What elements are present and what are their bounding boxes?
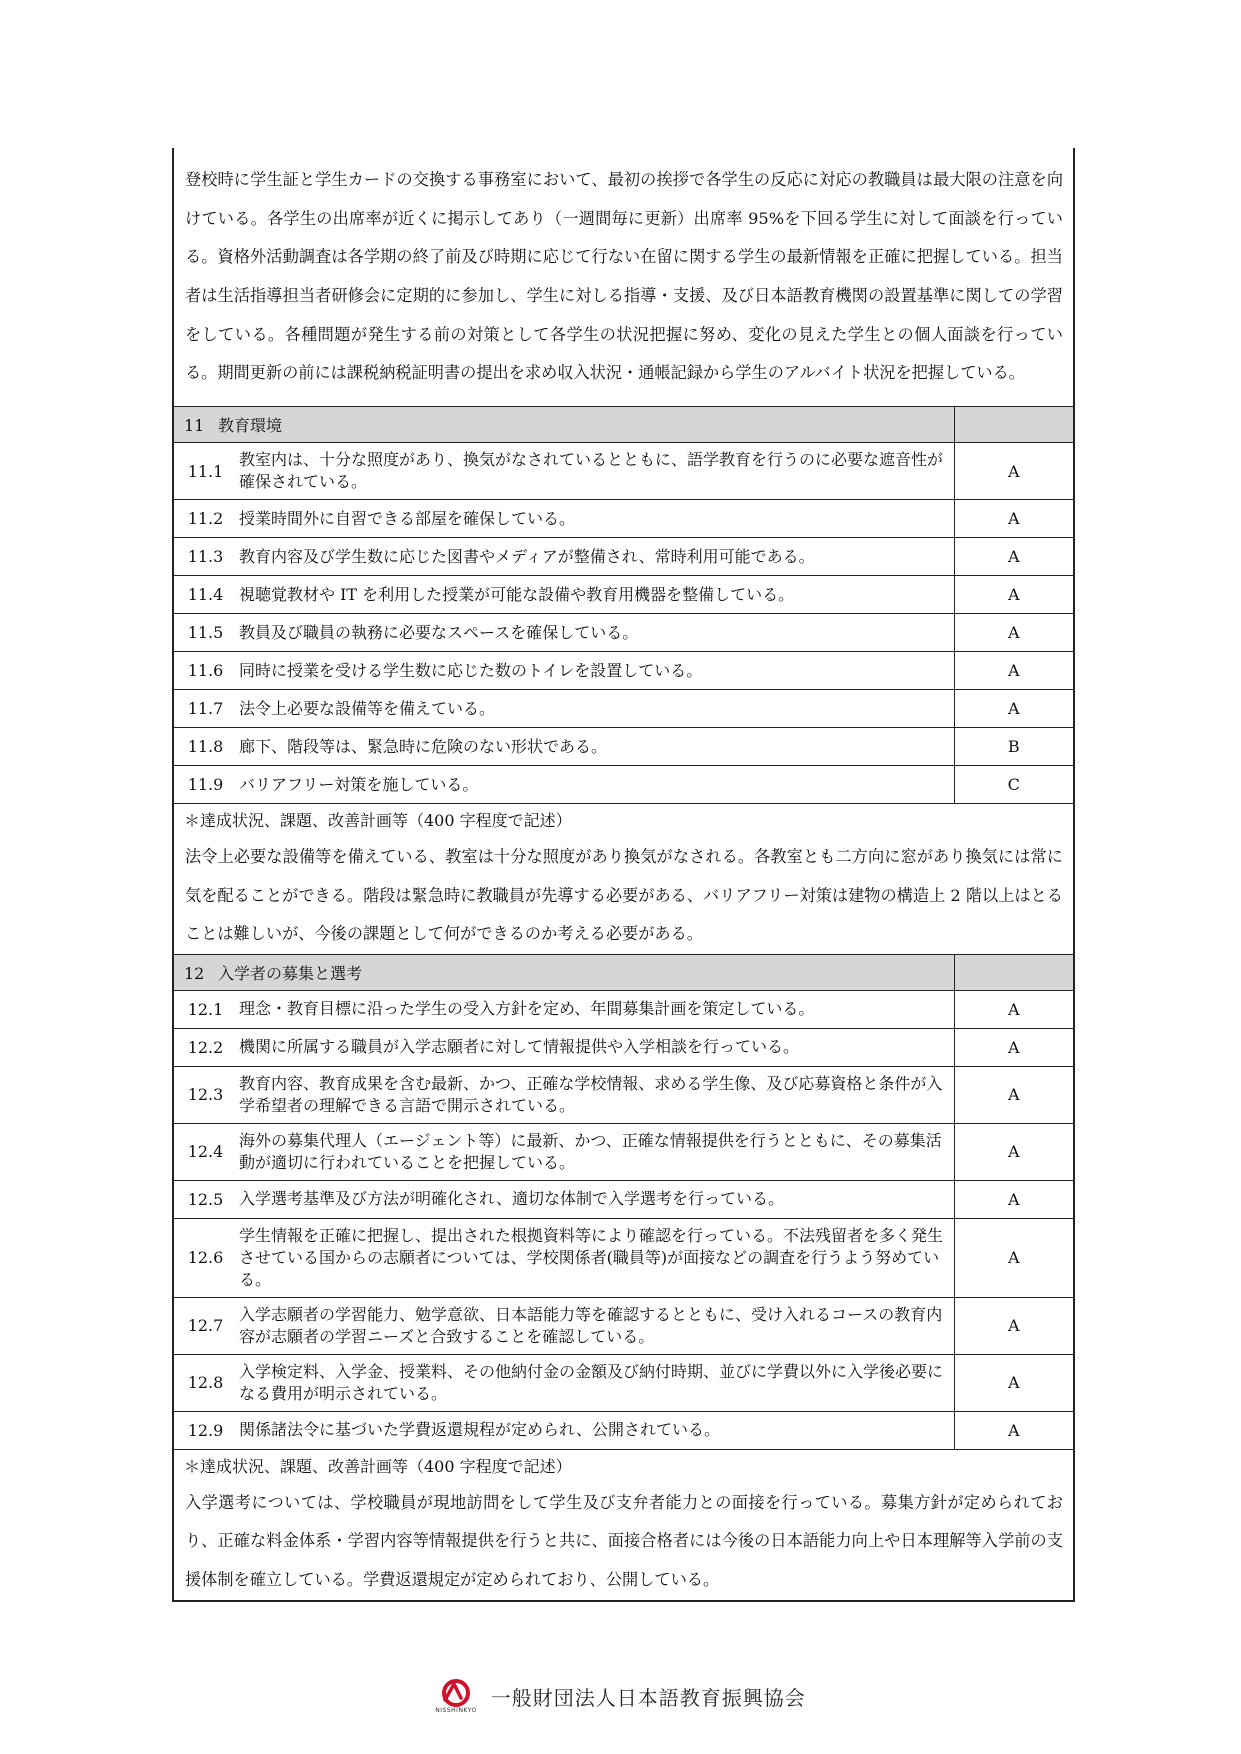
logo-text: NISSHINKYO <box>435 1707 477 1714</box>
item-text: 教育内容及び学生数に応じた図書やメディアが整備され、常時利用可能である。 <box>237 538 954 576</box>
item-text: 法令上必要な設備等を備えている。 <box>237 690 954 728</box>
item-grade: A <box>954 690 1074 728</box>
item-row <box>173 766 1074 804</box>
item-number: 11.9 <box>173 766 237 804</box>
item-text: 廊下、階段等は、緊急時に危険のない形状である。 <box>237 728 954 766</box>
item-row <box>173 1218 1074 1297</box>
item-text: 学生情報を正確に把握し、提出された根拠資料等により確認を行っている。不法残留者を多く発生させている国からの志願者については、学校関係者(職員等)が面接などの調査を行うよう努めている。 <box>237 1218 954 1297</box>
item-text: 理念・教育目標に沿った学生の受入方針を定め、年間募集計画を策定している。 <box>237 990 954 1028</box>
item-row <box>173 990 1074 1028</box>
footer <box>0 1678 1241 1714</box>
item-grade: A <box>954 614 1074 652</box>
item-number: 11.4 <box>173 576 237 614</box>
item-text: 教育内容、教育成果を含む最新、かつ、正確な学校情報、求める学生像、及び応募資格と条件が入学希望者の理解できる言語で開示されている。 <box>237 1066 954 1123</box>
evaluation-table <box>172 148 1075 1602</box>
item-text: バリアフリー対策を施している。 <box>237 766 954 804</box>
item-text: 教員及び職員の執務に必要なスペースを確保している。 <box>237 614 954 652</box>
item-row <box>173 1411 1074 1449</box>
section-12-title <box>173 954 954 990</box>
item-grade: A <box>954 500 1074 538</box>
item-text: 関係諸法令に基づいた学費返還規程が定められ、公開されている。 <box>237 1411 954 1449</box>
section-name: 教育環境 <box>218 416 283 435</box>
item-row <box>173 1297 1074 1354</box>
item-grade: A <box>954 538 1074 576</box>
item-number: 12.5 <box>173 1180 237 1218</box>
item-grade: A <box>954 1354 1074 1411</box>
item-text: 入学選考基準及び方法が明確化され、適切な体制で入学選考を行っている。 <box>237 1180 954 1218</box>
section-12-note-body: 入学選考については、学校職員が現地訪問をして学生及び支弁者能力との面接を行っている。募集方針が定められており、正確な料金体系・学習内容等情報提供を行うと共に、面接合格者には今後の日本語能力向上や日本理解等入学前の支援体制を確立している。学費返還規定が定められており、公開している。 <box>173 1484 1074 1601</box>
item-row <box>173 1123 1074 1180</box>
item-grade: A <box>954 1297 1074 1354</box>
item-row <box>173 690 1074 728</box>
section-12-note-heading: ＊達成状況、課題、改善計画等（400 字程度で記述） <box>173 1449 1074 1484</box>
item-number: 12.8 <box>173 1354 237 1411</box>
item-text: 機関に所属する職員が入学志願者に対して情報提供や入学相談を行っている。 <box>237 1028 954 1066</box>
item-row <box>173 652 1074 690</box>
item-row <box>173 1354 1074 1411</box>
section-11-note-body: 法令上必要な設備等を備えている、教室は十分な照度があり換気がなされる。各教室とも二方向に窓があり換気には常に気を配ることができる。階段は緊急時に教職員が先導する必要がある、バリアフリー対策は建物の構造上 2 階以上はとることは難しいが、今後の課題として何ができるのか考える必要がある。 <box>173 838 1074 954</box>
item-number: 11.1 <box>173 443 237 500</box>
item-row <box>173 1066 1074 1123</box>
item-number: 12.9 <box>173 1411 237 1449</box>
item-number: 11.8 <box>173 728 237 766</box>
item-number: 11.6 <box>173 652 237 690</box>
item-grade: A <box>954 1218 1074 1297</box>
item-row <box>173 1180 1074 1218</box>
item-number: 12.1 <box>173 990 237 1028</box>
section-name: 入学者の募集と選考 <box>218 963 363 983</box>
section-11-title <box>173 407 954 443</box>
item-text: 教室内は、十分な照度があり、換気がなされているとともに、語学教育を行うのに必要な遮音性が確保されている。 <box>237 443 954 500</box>
item-grade: A <box>954 1123 1074 1180</box>
item-text: 視聴覚教材や IT を利用した授業が可能な設備や教育用機器を整備している。 <box>237 576 954 614</box>
org-logo <box>435 1678 476 1714</box>
item-number: 12.2 <box>173 1028 237 1066</box>
section-11-note-heading: ＊達成状況、課題、改善計画等（400 字程度で記述） <box>173 804 1074 839</box>
item-number: 11.5 <box>173 614 237 652</box>
item-number: 12.7 <box>173 1297 237 1354</box>
item-row <box>173 728 1074 766</box>
item-grade: B <box>954 728 1074 766</box>
item-grade: A <box>954 652 1074 690</box>
item-text: 同時に授業を受ける学生数に応じた数のトイレを設置している。 <box>237 652 954 690</box>
section-number: 11 <box>184 416 205 435</box>
item-grade: C <box>954 766 1074 804</box>
evaluation-sheet <box>172 148 1073 1602</box>
item-number: 11.2 <box>173 500 237 538</box>
item-row <box>173 443 1074 500</box>
item-grade: A <box>954 1411 1074 1449</box>
nisshinkyo-logo-icon <box>439 1678 473 1708</box>
item-row <box>173 614 1074 652</box>
item-text: 入学志願者の学習能力、勉学意欲、日本語能力等を確認するとともに、受け入れるコースの教育内容が志願者の学習ニーズと合致することを確認している。 <box>237 1297 954 1354</box>
item-number: 11.7 <box>173 690 237 728</box>
item-grade: A <box>954 990 1074 1028</box>
section-11-grade-header <box>954 407 1074 443</box>
section-12-grade-header <box>954 954 1074 990</box>
item-grade: A <box>954 1028 1074 1066</box>
item-grade: A <box>954 443 1074 500</box>
item-text: 入学検定料、入学金、授業料、その他納付金の金額及び納付時期、並びに学費以外に入学後必要になる費用が明示されている。 <box>237 1354 954 1411</box>
item-number: 11.3 <box>173 538 237 576</box>
item-row <box>173 538 1074 576</box>
top-paragraph: 登校時に学生証と学生カードの交換する事務室において、最初の挨拶で各学生の反応に対応の教職員は最大限の注意を向けている。各学生の出席率が近くに掲示してあり（一週間毎に更新）出席率 95%を下回る学生に対して面談を行っている。資格外活動調査は各学期の終了前及び時期に応じて行ない在留に関する学生の最新情報を正確に把握している。担当者は生活指導担当者研修会に定期的に参加し、学生に対しる指導・支援、及び日本語教育機関の設置基準に関しての学習をしている。各種問題が発生する前の対策として各学生の状況把握に努め、変化の見えた学生との個人面談を行っている。期間更新の前には課税納税証明書の提出を求め収入状況・通帳記録から学生のアルバイト状況を把握している。 <box>173 148 1074 407</box>
item-text: 授業時間外に自習できる部屋を確保している。 <box>237 500 954 538</box>
item-number: 12.6 <box>173 1218 237 1297</box>
item-number: 12.4 <box>173 1123 237 1180</box>
item-grade: A <box>954 1066 1074 1123</box>
item-number: 12.3 <box>173 1066 237 1123</box>
section-number: 12 <box>184 963 205 983</box>
item-text: 海外の募集代理人（エージェント等）に最新、かつ、正確な情報提供を行うとともに、その募集活動が適切に行われていることを把握している。 <box>237 1123 954 1180</box>
item-row <box>173 576 1074 614</box>
organization-name: 一般財団法人日本語教育振興協会 <box>490 1685 806 1710</box>
item-row <box>173 500 1074 538</box>
item-row <box>173 1028 1074 1066</box>
item-grade: A <box>954 576 1074 614</box>
item-grade: A <box>954 1180 1074 1218</box>
